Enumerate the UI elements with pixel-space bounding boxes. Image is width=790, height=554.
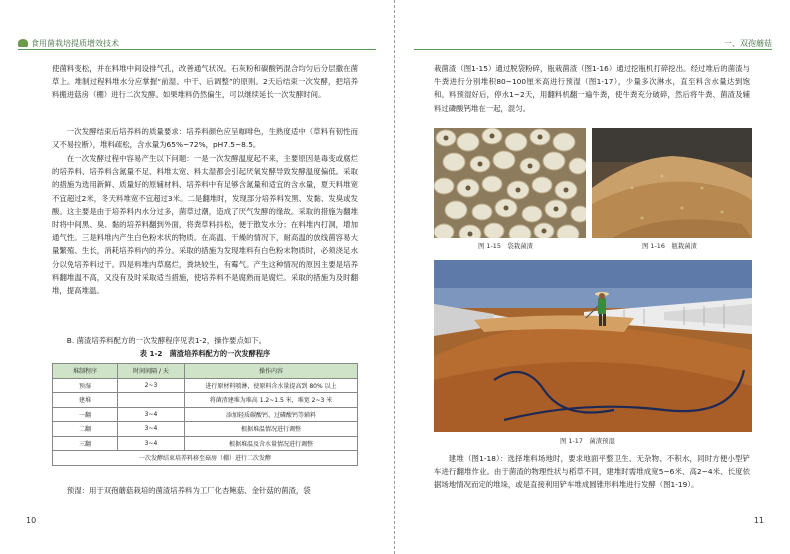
right-paragraph-bottom: 建堆（图1-18）：选择堆料场地时，要求地面平整卫生、无杂物、不积水，同时方便小型铲车进行翻堆作业。由于菌渣的物理性状与稻草不同，建堆时需堆成宽5~6米、高2~4米、长度依据场地情况而定的堆垛，或是直接利用铲车堆成圆锥形料堆进行发酵（图1-19）。 xyxy=(434,454,750,490)
left-page-number: 10 xyxy=(26,516,37,525)
fermentation-table xyxy=(52,363,358,466)
right-page xyxy=(396,0,790,554)
page-gutter xyxy=(394,0,395,554)
left-header-rule xyxy=(18,49,376,50)
table-row xyxy=(53,407,358,422)
right-header-rule xyxy=(414,49,772,50)
table-row xyxy=(53,422,358,437)
figure-16-caption: 图 1-16 瓶栽菌渣 xyxy=(642,242,697,250)
table-cell: 添加轻质碳酸钙、过磷酸钙等辅料 xyxy=(185,407,358,422)
table-header-cell: 操作内容 xyxy=(185,364,358,379)
table-cell: 建堆 xyxy=(53,393,118,408)
table-row xyxy=(53,393,358,408)
table-header-cell: 堆制程序 xyxy=(53,364,118,379)
left-page xyxy=(0,0,394,554)
table-cell: 一翻 xyxy=(53,407,118,422)
left-paragraph-2: 一次发酵结束后培养料的质量要求：培养料颜色应呈咖啡色，生熟度适中（草料有韧性而又不易拉断），堆料疏松，含水量为65%~72%，pH7.5~8.5。 xyxy=(52,127,358,150)
table-cell: 三翻 xyxy=(53,436,118,451)
figure-bagged-spent-substrate xyxy=(434,128,586,238)
figure-bottled-spent-substrate xyxy=(592,128,752,238)
right-page-number: 11 xyxy=(753,516,764,525)
table-footer-row xyxy=(53,451,358,466)
left-header-text: 食用菌栽培提质增效技术 xyxy=(31,39,119,48)
table-header-cell: 时间间隔 / 天 xyxy=(118,364,185,379)
table-cell: 3~4 xyxy=(118,407,185,422)
table-title: 表 1-2 菌渣培养料配方的一次发酵程序 xyxy=(139,349,271,358)
table-row xyxy=(53,436,358,451)
table-cell: 二翻 xyxy=(53,422,118,437)
table-cell: 3~4 xyxy=(118,422,185,437)
left-paragraph-4: B. 菌渣培养料配方的一次发酵程序见表1-2，操作要点如下。 xyxy=(66,336,267,345)
table-cell: 3~4 xyxy=(118,436,185,451)
figure-15-caption: 图 1-15 袋栽菌渣 xyxy=(478,242,533,250)
left-paragraph-3: 在一次发酵过程中容易产生以下问题：一是一次发酵温度起不来，主要原因是毒变或腐烂的培养料、培养料含氮量不足、料堆太宽、料太湿都会引起厌氧发酵导致发酵温度偏低。采取的措施为选用新鲜、质量好的原辅材料、培养料中有足够含氮量和适宜的含水量，夏天料堆宽不宜超过2米，冬天料堆宽不宜超过3米。二是翻堆时，发现部分培养料发黑、发黏、发臭或发酸。这主要是由于培养料内水分过多，菌草过潮，造成了厌气发酵的缘故。采取的措施为翻堆时将中间黑、臭、黏的培养料翻到外面，将粪草料抖松，便于散发水分；在料堆内打洞，增加通气性。三是料堆内产生白色粉末状的物质。在高温、干燥的情况下，耐高温的放线菌容易大量繁殖、生长，消耗培养料内的养分。采取的措施为发现堆料有白色粉末物质时，必须浇足水分以免培养料过干。四是料堆内草腐烂，粪块较生，有霉气。产生这种情况的原因主要是培养料翻堆温不高，又没有及时采取适当措施，使培养料不是腐熟而是腐烂。采取的措施为及时翻堆，提高堆温。 xyxy=(52,154,358,296)
table-row xyxy=(53,378,358,393)
table-header-row xyxy=(53,364,358,379)
table-cell: 预湿 xyxy=(53,378,118,393)
figure-prewetting-spent-substrate xyxy=(434,260,752,432)
table-cell: 根据堆温情况进行调整 xyxy=(185,422,358,437)
table-cell: 根据堆温及含水量情况进行调整 xyxy=(185,436,358,451)
left-paragraph-1: 使菌料变松，并在料堆中间设排气孔，改善通气状况。石灰粉和碳酸钙混合均匀后分层撒在菌草上。堆制过程料堆水分应掌握“前湿、中干、后调整”的原则。2天后结束一次发酵，把培养料搬进菇房（棚）进行二次发酵。如果堆料仍然偏生，可以继续延长一次发酵时间。 xyxy=(52,64,358,100)
left-paragraph-last: 预湿：用于双孢蘑菇栽培的菌渣培养料为工厂化杏鲍菇、金针菇的菌渣，袋 xyxy=(66,486,311,495)
table-cell: 2~3 xyxy=(118,378,185,393)
table-cell: 进行原材料喷淋，使原料含水量提高到 80% 以上 xyxy=(185,378,358,393)
table-cell: 将菌渣建堆为堆高 1.2~1.5 米，堆宽 2~3 米 xyxy=(185,393,358,408)
figure-17-caption: 图 1-17 菌渣预湿 xyxy=(560,437,615,445)
table-cell xyxy=(118,393,185,408)
right-paragraph-top: 栽菌渣（图1-15）通过脱袋粉碎，瓶栽菌渣（图1-16）通过挖瓶机打碎挖出。经过堆后的菌渣与牛粪进行分别堆积80~100厘米高进行预湿（图1-17），少量多次淋水，直至料含水量达到饱和。料预湿好后，停水1~2天，用翻料机翻一遍牛粪，使牛粪充分破碎，然后将牛粪、菌渣及辅料过磷酸钙堆在一起，混匀。 xyxy=(434,64,750,113)
mushroom-logo-icon xyxy=(18,39,28,47)
table-footer-cell: 一次发酵结束培养料移至菇房（棚）进行二次发酵 xyxy=(53,451,358,466)
right-header-text: 一、双孢蘑菇 xyxy=(724,39,772,48)
